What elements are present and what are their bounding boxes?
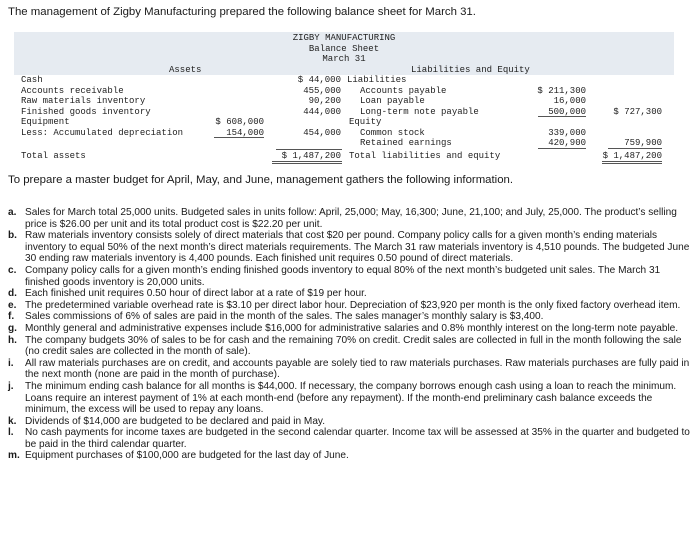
item-label: f. — [8, 311, 15, 323]
amount-total-equity: 759,900 — [624, 138, 662, 148]
item-text: Dividends of $14,000 are budgeted to be declared and paid in May. — [25, 415, 326, 427]
amount-ltnote: 500,000 — [548, 106, 586, 117]
list-item — [8, 230, 692, 265]
list-item — [8, 358, 692, 381]
underline — [608, 148, 662, 149]
item-text: Company policy calls for a given month’s ending finished goods inventory to equal 80% of the next month’s budgeted unit sales. The March 31 finished goods inventory is 20,000 units. — [25, 264, 661, 288]
amount-total-assets: $ 1,487,200 — [281, 151, 341, 161]
item-label: k. — [8, 415, 17, 427]
equity-label-cs: Common stock — [360, 127, 425, 138]
liabilities-heading: Liabilities — [347, 75, 407, 85]
item-label: m. — [8, 450, 20, 462]
item-text: All raw materials purchases are on credit, and accounts payable are solely tied to raw materials purchases. Raw materials purchases are fully paid in the next month (none are paid in the month of purchase). — [25, 357, 690, 381]
underline — [214, 137, 264, 138]
item-text: The minimum ending cash balance for all months is $44,000. If necessary, the company borrows enough cash using a loan to reach the minimum. Loans require an interest payment of 1% at each month-end (before any repayment). If the month-end preliminary cash balance exceeds the minimum, the excess will be used to repay any loans. — [25, 380, 677, 416]
item-text: The predetermined variable overhead rate is $3.10 per direct labor hour. Depreciation of $23,920 per month is the only fixed factory overhead item. — [25, 299, 681, 311]
company-name: ZIGBY MANUFACTURING — [292, 33, 396, 43]
list-item — [8, 311, 692, 323]
item-text: Each finished unit requires 0.50 hour of direct labor at a rate of $19 per hour. — [25, 288, 367, 300]
item-label: d. — [8, 288, 17, 300]
item-text: No cash payments for income taxes are budgeted in the second calendar quarter. Income tax will be assessed at 35% in the quarter and budgeted to be paid in the third calendar quarter. — [25, 427, 690, 450]
list-item — [8, 300, 692, 312]
list-item — [8, 288, 692, 300]
liab-equity-total-label: Total liabilities and equity — [349, 151, 501, 161]
liab-label-ap: Accounts payable — [360, 85, 447, 96]
underline — [538, 148, 586, 149]
list-item — [8, 427, 692, 450]
item-label: i. — [8, 357, 14, 369]
amount-total-liabilities: $ 727,300 — [613, 106, 662, 117]
item-label: l. — [8, 427, 14, 439]
item-label: b. — [8, 230, 17, 242]
item-text: Sales commissions of 6% of sales are paid in the month of the sales. The sales manager’s monthly salary is $3,400. — [25, 311, 544, 323]
item-text: Equipment purchases of $100,000 are budgeted for the last day of June. — [25, 450, 349, 462]
list-item — [8, 450, 692, 462]
statement-date: March 31 — [322, 54, 366, 64]
amount-loan: 16,000 — [553, 96, 586, 106]
amount-re: 420,900 — [548, 138, 586, 148]
item-label: h. — [8, 334, 17, 346]
asset-label-cash: Cash — [21, 75, 43, 85]
item-text: Raw materials inventory consists solely of direct materials that cost $20 per pound. Company policy calls for a given month’s ending materials inventory to equal 50% of the next month’s direct materials requirements. The March 31 raw materials inventory is 4,510 pounds. The budgeted June 30 ending raw materials inventory is 4,400 pounds. Each finished unit requires 0.50 pound of direct materials. — [25, 230, 690, 265]
amount-accdep: 154,000 — [226, 127, 264, 138]
balance-sheet — [14, 32, 674, 163]
item-text: Sales for March total 25,000 units. Budgeted sales in units follow: April, 25,000; May, 16,300; June, 21,100; and July, 25,000. The product’s selling price is $26.00 per unit and its total product cost is $22.20 per unit. — [25, 207, 677, 230]
item-label: c. — [8, 264, 17, 276]
equity-heading: Equity — [349, 117, 382, 127]
list-item — [8, 381, 692, 416]
item-label: j. — [8, 380, 14, 392]
info-list — [8, 207, 692, 462]
asset-label-ar: Accounts receivable — [21, 85, 124, 96]
asset-label-fg: Finished goods inventory — [21, 106, 151, 117]
amount-ap: $ 211,300 — [537, 85, 586, 96]
double-underline-top — [272, 161, 342, 162]
statement-title: Balance Sheet — [308, 43, 380, 54]
list-item — [8, 335, 692, 358]
liabilities-equity-heading: Liabilities and Equity — [411, 65, 530, 75]
underline — [276, 149, 342, 150]
double-underline-bottom — [602, 163, 662, 164]
amount-cs: 339,000 — [548, 127, 586, 138]
asset-label-total: Total assets — [21, 151, 86, 161]
asset-label-accdep: Less: Accumulated depreciation — [21, 127, 184, 138]
list-item — [8, 265, 692, 288]
amount-equipment: $ 608,000 — [215, 117, 264, 127]
item-text: Monthly general and administrative expenses include $16,000 for administrative salaries and 0.8% monthly interest on the long-term note payable. — [25, 322, 679, 334]
list-item — [8, 207, 692, 230]
amount-equipment-net: 454,000 — [303, 127, 341, 138]
assets-heading: Assets — [169, 65, 202, 75]
amount-fg: 444,000 — [303, 106, 341, 117]
item-label: g. — [8, 322, 17, 334]
amount-raw: 90,200 — [308, 96, 341, 106]
double-underline-bottom — [272, 163, 342, 164]
list-item — [8, 323, 692, 335]
intro-text: The management of Zigby Manufacturing prepared the following balance sheet for March 31. — [8, 6, 476, 18]
amount-cash: $ 44,000 — [297, 75, 341, 85]
asset-label-equipment: Equipment — [21, 117, 70, 127]
item-label: e. — [8, 299, 17, 311]
amount-total-liab-equity: $ 1,487,200 — [602, 151, 662, 161]
liab-label-loan: Loan payable — [360, 96, 425, 106]
prep-text: To prepare a master budget for April, May, and June, management gathers the following information. — [8, 174, 514, 186]
list-item — [8, 416, 692, 428]
liab-label-ltnote: Long-term note payable — [360, 106, 479, 117]
underline — [538, 116, 586, 117]
item-text: The company budgets 30% of sales to be for cash and the remaining 70% on credit. Credit sales are collected in full in the month following the sale (no credit sales are collected in the month of sale). — [25, 334, 682, 358]
asset-label-raw: Raw materials inventory — [21, 96, 146, 106]
amount-ar: 455,000 — [303, 85, 341, 96]
double-underline-top — [602, 161, 662, 162]
item-label: a. — [8, 207, 17, 218]
equity-label-re: Retained earnings — [360, 138, 452, 148]
